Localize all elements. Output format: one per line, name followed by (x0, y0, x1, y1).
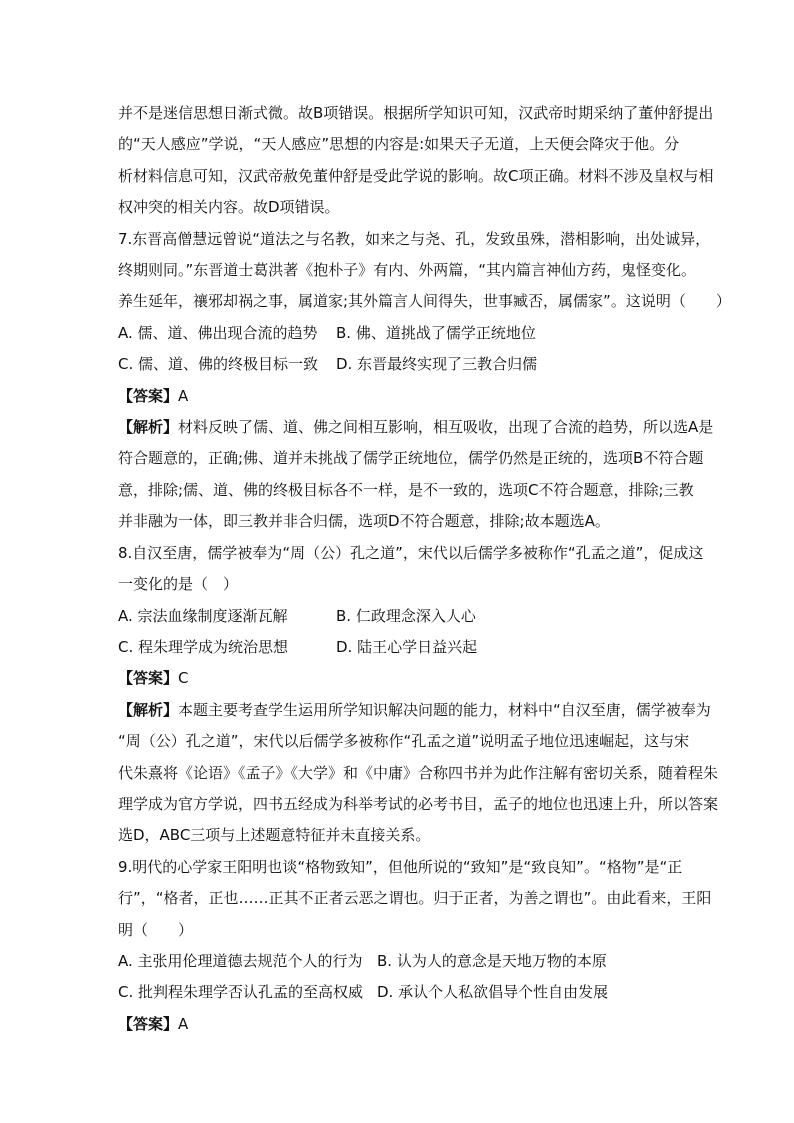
page-content (118, 98, 731, 1040)
analysis-line (118, 412, 714, 443)
analysis-line: 并非融为一体，即三教并非合归儒，选项D不符合题意，排除;故本题选A。 (118, 512, 610, 531)
answer-value: A (178, 386, 189, 405)
question-7 (118, 224, 731, 538)
answer-line (118, 1009, 678, 1040)
option-d: D. 承认个人私欲倡导个性自由发展 (377, 983, 609, 1002)
option-d: D. 东晋最终实现了三教合归儒 (336, 355, 538, 374)
question-stem-line: 9.明代的心学家王阳明也谈“格物致知”，但他所说的“致知”是“致良知”。“格物”是“正 (118, 857, 683, 876)
answer-line (118, 663, 678, 694)
analysis-line: 代朱熹将《论语》《孟子》《大学》和《中庸》合称四书并为此作注解有密切关系，随着程朱 (118, 763, 719, 782)
question-stem-line: 明（ ） (118, 920, 194, 939)
option-a: A. 儒、道、佛出现合流的趋势 (118, 323, 318, 342)
answer-line (118, 381, 678, 412)
option-a: A. 主张用伦理道德去规范个人的行为 (118, 951, 363, 970)
option-c: C. 批判程朱理学否认孔孟的至高权威 (118, 983, 364, 1002)
q6-analysis-continuation (118, 98, 714, 224)
answer-tag: 【答案】 (118, 669, 179, 688)
options-row (118, 632, 678, 663)
analysis-tag: 【解析】 (118, 700, 179, 719)
question-stem-line: 一变化的是（ ） (118, 575, 239, 594)
option-c: C. 程朱理学成为统治思想 (118, 637, 289, 656)
text-line: 析材料信息可知，汉武帝赦免董仲舒是受此学说的影响。故C项正确。材料不涉及皇权与相 (118, 166, 714, 185)
option-c: C. 儒、道、佛的终极目标一致 (118, 355, 319, 374)
answer-tag: 【答案】 (118, 386, 179, 405)
analysis-line: 意，排除;儒、道、佛的终极目标各不一样，是不一致的，选项C不符合题意，排除;三教 (118, 480, 694, 499)
options-row (118, 349, 678, 380)
option-a: A. 宗法血缘制度逐渐瓦解 (118, 606, 288, 625)
question-9 (118, 852, 712, 1040)
option-b: B. 认为人的意念是天地万物的本原 (377, 951, 607, 970)
analysis-line (118, 695, 711, 726)
analysis-line: “周（公）孔之道”，宋代以后儒学多被称作“孔孟之道”说明孟子地位迅速崛起，这与宋 (118, 732, 690, 751)
analysis-text: 本题主要考查学生运用所学知识解决问题的能力，材料中“自汉至唐，儒学被奉为 (178, 700, 711, 719)
options-row (118, 977, 678, 1008)
options-row (118, 318, 678, 349)
text-line: 并不是迷信思想日渐式微。故B项错误。根据所学知识可知，汉武帝时期采纳了董仲舒提出 (118, 104, 714, 122)
answer-value: C (178, 669, 189, 688)
option-b: B. 仁政理念深入人心 (336, 606, 476, 625)
option-d: D. 陆王心学日益兴起 (336, 637, 478, 656)
answer-value: A (178, 1014, 189, 1033)
analysis-text: 材料反映了儒、道、佛之间相互影响，相互吸收，出现了合流的趋势，所以选A是 (178, 418, 714, 437)
question-stem-line: 7.东晋高僧慧远曾说“道法之与名教，如来之与尧、孔，发致虽殊，潜相影响，出处诚异， (118, 229, 711, 248)
answer-tag: 【答案】 (118, 1014, 179, 1033)
options-row (118, 601, 678, 632)
question-stem-line: 养生延年，禳邪却祸之事，属道家;其外篇言人间得失，世事臧否，属儒家”。这说明（ ） (118, 292, 731, 311)
analysis-line: 理学成为官方学说，四书五经成为科举考试的必考书目，孟子的地位也迅速上升，所以答案 (118, 794, 719, 813)
analysis-line: 符合题意的，正确;佛、道并未挑战了儒学正统地位，儒学仍然是正统的，选项B不符合题 (118, 449, 704, 468)
question-8 (118, 538, 719, 852)
text-line: 的“天人感应”学说，“天人感应”思想的内容是:如果天子无道，上天便会降灾于他。分 (118, 135, 680, 154)
options-row (118, 946, 678, 977)
analysis-tag: 【解析】 (118, 418, 179, 437)
text-line: 权冲突的相关内容。故D项错误。 (118, 198, 340, 217)
option-b: B. 佛、道挑战了儒学正统地位 (336, 323, 536, 342)
question-stem-line: 行”，“格者，正也……正其不正者云恶之谓也。归于正者，为善之谓也”。由此看来，王阳 (118, 889, 712, 908)
question-stem-line: 8.自汉至唐，儒学被奉为“周（公）孔之道”，宋代以后儒学多被称作“孔孟之道”，促成这 (118, 543, 704, 562)
question-stem-line: 终期则同。”东晋道士葛洪著《抱朴子》有内、外两篇，“其内篇言神仙方药，鬼怪变化。 (118, 261, 697, 280)
analysis-line: 选D，ABC三项与上述题意特征并未直接关系。 (118, 826, 431, 845)
